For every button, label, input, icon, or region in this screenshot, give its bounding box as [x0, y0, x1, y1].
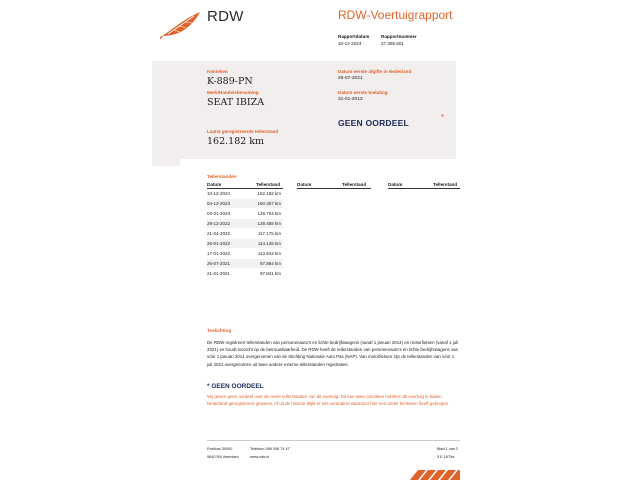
decorative-stripes-icon — [380, 466, 460, 480]
model-value: SEAT IBIZA — [207, 97, 265, 108]
first-nl-label: Datum eerste afgifte in Nederland — [338, 69, 412, 74]
table-row — [207, 249, 283, 258]
table-row — [207, 239, 283, 248]
row-date: 26-07-2021 — [207, 260, 231, 266]
explanation-title: Toelichting — [207, 328, 232, 333]
table-row — [207, 219, 283, 228]
footer-divider — [207, 440, 460, 441]
row-reading: 97.841 km — [259, 270, 281, 276]
report-date-value: 10-12-2024 — [338, 41, 362, 46]
col-date-1: Datum — [207, 182, 222, 187]
table-row — [207, 229, 283, 238]
row-date: 10-12-2024 — [207, 190, 231, 196]
row-date: 29-12-2022 — [207, 220, 231, 226]
brand-name: RDW — [207, 8, 244, 25]
footer-postbus: Postbus 30000 — [207, 447, 233, 451]
odometer-section-title: Tellerstanden — [207, 174, 237, 179]
col-reading-1: Tellerstand — [256, 182, 281, 187]
row-reading: 113.942 km — [257, 250, 281, 256]
row-reading: 162.182 km — [257, 190, 281, 196]
report-number-label: Rapportnummer — [381, 34, 417, 39]
col-reading-2: Tellerstand — [342, 182, 367, 187]
row-date: 04-12-2023 — [207, 200, 231, 206]
footer-phone: Telefoon 088 008 74 47 — [250, 447, 290, 451]
row-date: 17-01-2022 — [207, 250, 231, 256]
no-verdict-text: Wij geven geen oordeel over de reeks tellerstanden van dit voertuig. Dit kan twee oorzaken hebben: dit voertuig is buiten Nederland geregistreerd geweest, of uit de historie blijkt er iets veranderd waardoor hier een ander kenteken heeft gekregen. — [207, 394, 450, 407]
row-reading: 97.884 km — [259, 260, 281, 266]
panel-notch — [152, 159, 180, 166]
row-date: 21-01-2021 — [207, 270, 231, 276]
report-number-value: 27.365.501 — [381, 41, 404, 46]
col-reading-3: Tellerstand — [433, 182, 458, 187]
row-date: 25-01-2022 — [207, 240, 231, 246]
plate-value: K-889-PN — [207, 76, 253, 87]
footer-city: 9640 RA Veendam — [207, 455, 239, 459]
report-date-block — [338, 33, 369, 47]
table-row — [207, 209, 283, 218]
first-admission-label: Datum eerste toelating — [338, 90, 388, 95]
report-number-block — [381, 33, 417, 47]
row-reading: 114.148 km — [257, 240, 281, 246]
report-date-label: Rapportdatum — [338, 34, 370, 39]
row-reading: 129.704 km — [257, 210, 281, 216]
col-date-2: Datum — [297, 182, 312, 187]
plate-label: Kenteken — [207, 69, 228, 74]
row-reading: 117.175 km — [257, 230, 281, 236]
last-odometer-label: Laatst geregistreerde tellerstand — [207, 129, 279, 134]
footer-doc-code: 3 E 1679a — [437, 455, 455, 459]
row-reading: 150.357 km — [257, 200, 281, 206]
table-row — [207, 189, 283, 198]
no-verdict-title: * GEEN OORDEEL — [207, 383, 264, 390]
verdict-star-icon: * — [441, 113, 445, 122]
last-odometer-value: 162.182 km — [207, 136, 265, 147]
vehicle-summary-panel — [152, 61, 456, 159]
footer-website[interactable]: www.rdw.nl — [250, 455, 269, 459]
table-row — [207, 199, 283, 208]
report-title: RDW-Voertuigrapport — [338, 8, 453, 22]
row-reading: 129.458 km — [257, 220, 281, 226]
row-date: 21-04-2022 — [207, 230, 231, 236]
first-admission-value: 31-01-2013 — [338, 97, 363, 102]
row-date: 03-01-2023 — [207, 210, 231, 216]
verdict-badge: GEEN OORDEEL — [338, 118, 409, 128]
col-date-3: Datum — [388, 182, 403, 187]
model-label: Merk/Handelsbenaming — [207, 90, 259, 95]
footer-page-number: Blad 1 van 2 — [437, 447, 459, 451]
col-rule-2 — [297, 188, 371, 189]
table-row — [207, 269, 283, 278]
col-rule-3 — [388, 188, 460, 189]
table-row — [207, 259, 283, 268]
explanation-text: De RDW registreert tellerstanden van personenauto's en lichte bedrijfswagens (vanaf 1 januari 2014) en motorfietsen (vanaf 1 juli 2021) en houdt toezicht op de betrouwbaarheid. De RDW heeft de tellerstanden van personenauto's en lichte bedrijfswagens van vóór 1 januari 2014 overgenomen van de Stichting Nationale Auto Pas (NAP). Van motorfietsen zijn de tellerstanden van vóór 1 juli 2021 overgenomen uit twee andere externe tellerstanden registraties. — [207, 340, 459, 367]
first-nl-value: 26-07-2021 — [338, 76, 363, 81]
feather-logo-icon — [160, 8, 204, 40]
